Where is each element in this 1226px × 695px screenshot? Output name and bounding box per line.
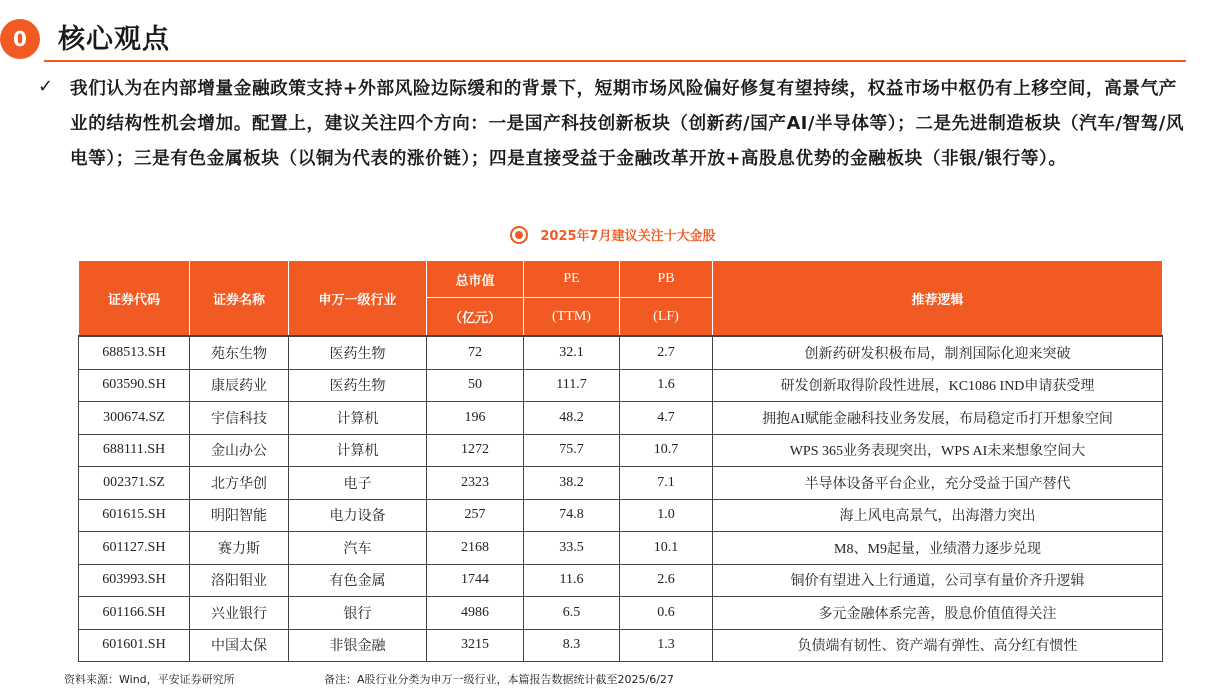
cell-pb: 7.1 bbox=[620, 467, 713, 500]
header-pb-unit: (LF) bbox=[620, 298, 713, 336]
cell-industry: 电力设备 bbox=[289, 499, 427, 532]
title-divider bbox=[44, 60, 1186, 62]
cell-logic: 负债端有韧性、资产端有弹性、高分红有惯性 bbox=[713, 629, 1163, 662]
cell-code: 603590.SH bbox=[79, 369, 190, 402]
cell-market-cap: 3215 bbox=[427, 629, 524, 662]
cell-logic: 多元金融体系完善，股息价值值得关注 bbox=[713, 597, 1163, 630]
cell-pe: 8.3 bbox=[524, 629, 620, 662]
cell-pe: 111.7 bbox=[524, 369, 620, 402]
table-row bbox=[79, 564, 1163, 597]
table-row bbox=[79, 597, 1163, 630]
header-pe: PE bbox=[524, 261, 620, 298]
source-note: 资料来源：Wind，平安证券研究所 bbox=[64, 673, 235, 686]
cell-logic: 半导体设备平台企业，充分受益于国产替代 bbox=[713, 467, 1163, 500]
cell-name: 兴业银行 bbox=[190, 597, 289, 630]
cell-logic: WPS 365业务表现突出，WPS AI未来想象空间大 bbox=[713, 434, 1163, 467]
cell-logic: 研发创新取得阶段性进展，KC1086 IND申请获受理 bbox=[713, 369, 1163, 402]
cell-pe: 48.2 bbox=[524, 402, 620, 435]
cell-name: 康辰药业 bbox=[190, 369, 289, 402]
cell-name: 金山办公 bbox=[190, 434, 289, 467]
cell-pb: 1.6 bbox=[620, 369, 713, 402]
cell-pe: 33.5 bbox=[524, 532, 620, 565]
cell-name: 明阳智能 bbox=[190, 499, 289, 532]
stock-picks-table bbox=[78, 260, 1163, 662]
cell-pe: 74.8 bbox=[524, 499, 620, 532]
cell-industry: 医药生物 bbox=[289, 336, 427, 369]
table-row bbox=[79, 369, 1163, 402]
cell-code: 601615.SH bbox=[79, 499, 190, 532]
table-row bbox=[79, 467, 1163, 500]
header-industry: 申万一级行业 bbox=[289, 261, 427, 337]
cell-pe: 32.1 bbox=[524, 336, 620, 369]
header-pb: PB bbox=[620, 261, 713, 298]
table-row bbox=[79, 499, 1163, 532]
cell-logic: 海上风电高景气，出海潜力突出 bbox=[713, 499, 1163, 532]
cell-market-cap: 1272 bbox=[427, 434, 524, 467]
cell-market-cap: 2323 bbox=[427, 467, 524, 500]
cell-industry: 非银金融 bbox=[289, 629, 427, 662]
header-logic: 推荐逻辑 bbox=[713, 261, 1163, 337]
cell-code: 601166.SH bbox=[79, 597, 190, 630]
cell-name: 北方华创 bbox=[190, 467, 289, 500]
cell-code: 603993.SH bbox=[79, 564, 190, 597]
cell-pe: 75.7 bbox=[524, 434, 620, 467]
header-market-cap: 总市值 bbox=[427, 261, 524, 298]
table-row bbox=[79, 402, 1163, 435]
cell-industry: 银行 bbox=[289, 597, 427, 630]
cell-code: 601127.SH bbox=[79, 532, 190, 565]
cell-market-cap: 50 bbox=[427, 369, 524, 402]
table-row bbox=[79, 336, 1163, 369]
cell-pb: 0.6 bbox=[620, 597, 713, 630]
cell-market-cap: 72 bbox=[427, 336, 524, 369]
cell-code: 688111.SH bbox=[79, 434, 190, 467]
cell-market-cap: 2168 bbox=[427, 532, 524, 565]
cell-logic: 拥抱AI赋能金融科技业务发展，布局稳定币打开想象空间 bbox=[713, 402, 1163, 435]
cell-code: 688513.SH bbox=[79, 336, 190, 369]
header-market-cap-unit: （亿元） bbox=[427, 298, 524, 336]
table-row bbox=[79, 629, 1163, 662]
cell-industry: 计算机 bbox=[289, 434, 427, 467]
header-pe-unit: (TTM) bbox=[524, 298, 620, 336]
cell-code: 002371.SZ bbox=[79, 467, 190, 500]
cell-industry: 电子 bbox=[289, 467, 427, 500]
cell-logic: 创新药研发积极布局，制剂国际化迎来突破 bbox=[713, 336, 1163, 369]
section-header bbox=[0, 10, 1226, 60]
cell-market-cap: 1744 bbox=[427, 564, 524, 597]
cell-pe: 38.2 bbox=[524, 467, 620, 500]
header-code: 证券代码 bbox=[79, 261, 190, 337]
table-caption-text: 2025年7月建议关注十大金股 bbox=[540, 229, 716, 244]
cell-industry: 汽车 bbox=[289, 532, 427, 565]
cell-logic: M8、M9起量，业绩潜力逐步兑现 bbox=[713, 532, 1163, 565]
check-icon: ✓ bbox=[38, 76, 54, 97]
cell-industry: 有色金属 bbox=[289, 564, 427, 597]
cell-logic: 铜价有望进入上行通道，公司享有量价齐升逻辑 bbox=[713, 564, 1163, 597]
cell-name: 苑东生物 bbox=[190, 336, 289, 369]
cell-pb: 10.7 bbox=[620, 434, 713, 467]
target-icon bbox=[510, 226, 528, 244]
cell-pb: 2.6 bbox=[620, 564, 713, 597]
cell-industry: 计算机 bbox=[289, 402, 427, 435]
cell-name: 宇信科技 bbox=[190, 402, 289, 435]
table-row bbox=[79, 434, 1163, 467]
cell-code: 300674.SZ bbox=[79, 402, 190, 435]
table-caption bbox=[0, 225, 1226, 244]
cell-industry: 医药生物 bbox=[289, 369, 427, 402]
cell-market-cap: 196 bbox=[427, 402, 524, 435]
cell-pb: 10.1 bbox=[620, 532, 713, 565]
table-row bbox=[79, 532, 1163, 565]
cell-code: 601601.SH bbox=[79, 629, 190, 662]
cell-pb: 1.3 bbox=[620, 629, 713, 662]
cell-market-cap: 4986 bbox=[427, 597, 524, 630]
cell-pe: 6.5 bbox=[524, 597, 620, 630]
page-title: 核心观点 bbox=[58, 24, 170, 55]
cell-pb: 2.7 bbox=[620, 336, 713, 369]
header-name: 证券名称 bbox=[190, 261, 289, 337]
cell-name: 赛力斯 bbox=[190, 532, 289, 565]
cell-pe: 11.6 bbox=[524, 564, 620, 597]
cell-name: 中国太保 bbox=[190, 629, 289, 662]
footnote: 备注：A股行业分类为申万一级行业，本篇报告数据统计截至2025/6/27 bbox=[324, 673, 674, 686]
summary-text: 我们认为在内部增量金融政策支持+外部风险边际缓和的背景下，短期市场风险偏好修复有望持续，权益市场中枢仍有上移空间，高景气产业的结构性机会增加。配置上，建议关注四个方向：一是国产科技创新板块（创新药/国产AI/半导体等）；二是先进制造板块（汽车/智驾/风电等）；三是有色金属板块（以铜为代表的涨价链）；四是直接受益于金融改革开放+高股息优势的金融板块（非银/银行等）。 bbox=[70, 79, 1185, 169]
cell-pb: 1.0 bbox=[620, 499, 713, 532]
cell-market-cap: 257 bbox=[427, 499, 524, 532]
cell-pb: 4.7 bbox=[620, 402, 713, 435]
cell-name: 洛阳钼业 bbox=[190, 564, 289, 597]
section-number-badge: 0 bbox=[0, 19, 40, 59]
